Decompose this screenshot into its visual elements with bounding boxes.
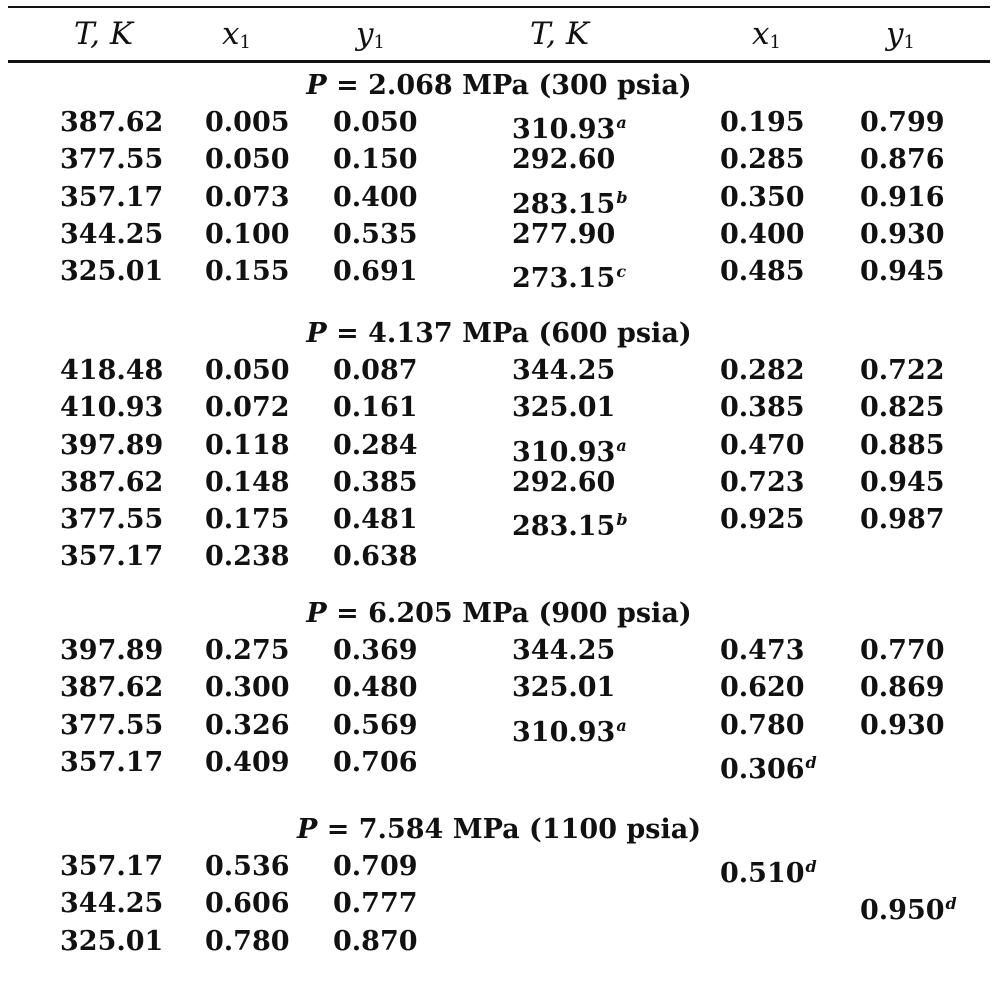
cell-temperature-right: 292.60 xyxy=(512,466,616,498)
cell-y1-left: 0.569 xyxy=(333,709,418,741)
cell-y1-left: 0.481 xyxy=(333,504,418,535)
cell-y1-right: 0.869 xyxy=(860,672,945,704)
cell-temperature-left: 377.55 xyxy=(60,144,164,176)
cell-temperature-left: 387.62 xyxy=(60,672,164,704)
cell-temperature-right: 310.93$^a$ xyxy=(512,435,627,468)
top-rule xyxy=(8,6,990,8)
cell-temperature-right: 325.01 xyxy=(512,392,616,424)
cell-y1-left: 0.400 xyxy=(333,181,418,213)
cell-temperature-left: 357.17 xyxy=(60,851,164,883)
cell-temperature-right: 283.15$^b$ xyxy=(512,187,628,220)
cell-y1-left: 0.385 xyxy=(333,466,418,498)
cell-y1-left: 0.284 xyxy=(333,429,418,461)
cell-temperature-right: 344.25 xyxy=(512,635,616,667)
cell-x1-left: 0.326 xyxy=(205,709,290,741)
cell-y1-right: 0.799 xyxy=(860,107,945,139)
cell-y1-right: 0.885 xyxy=(860,429,945,461)
cell-y1-left: 0.709 xyxy=(333,851,418,883)
cell-x1-left: 0.175 xyxy=(205,504,290,535)
cell-x1-left: 0.005 xyxy=(205,107,290,139)
cell-x1-right: 0.306$^d$ xyxy=(720,752,817,785)
cell-x1-right: 0.195 xyxy=(720,107,805,139)
cell-x1-right: 0.485 xyxy=(720,256,805,287)
cell-y1-left: 0.777 xyxy=(333,888,418,920)
cell-temperature-right: 310.93$^a$ xyxy=(512,113,627,146)
cell-y1-left: 0.706 xyxy=(333,746,418,778)
section-title: P = 2.068 MPa (300 psia) xyxy=(306,70,692,101)
footnote-marker: c xyxy=(616,262,627,281)
section-title: P = 7.584 MPa (1100 psia) xyxy=(297,814,701,845)
cell-x1-left: 0.072 xyxy=(205,392,290,424)
cell-x1-left: 0.050 xyxy=(205,355,290,387)
cell-y1-right: 0.876 xyxy=(860,144,945,176)
cell-y1-right: 0.950$^d$ xyxy=(860,894,957,927)
cell-y1-left: 0.369 xyxy=(333,635,418,667)
footnote-marker: a xyxy=(616,435,627,455)
cell-y1-right: 0.930 xyxy=(860,709,945,741)
cell-temperature-left: 418.48 xyxy=(60,355,164,387)
cell-y1-right: 0.770 xyxy=(860,635,945,667)
cell-x1-left: 0.780 xyxy=(205,925,290,957)
cell-temperature-left: 325.01 xyxy=(60,925,164,957)
cell-y1-left: 0.691 xyxy=(333,256,418,287)
cell-temperature-right: 325.01 xyxy=(512,672,616,704)
footnote-marker: b xyxy=(616,510,628,529)
header-temperature-right: T, K xyxy=(530,16,589,52)
cell-x1-right: 0.400 xyxy=(720,218,805,250)
cell-temperature-left: 357.17 xyxy=(60,181,164,213)
cell-x1-left: 0.409 xyxy=(205,746,290,778)
header-temperature-left: T, K xyxy=(74,16,133,52)
footnote-marker: a xyxy=(616,113,627,133)
footnote-marker: d xyxy=(805,857,817,877)
cell-x1-left: 0.148 xyxy=(205,466,290,498)
cell-x1-right: 0.925 xyxy=(720,504,805,535)
footnote-marker: a xyxy=(616,715,627,735)
cell-y1-left: 0.480 xyxy=(333,672,418,704)
cell-y1-right: 0.722 xyxy=(860,355,945,387)
footnote-marker: b xyxy=(616,187,628,207)
cell-y1-left: 0.050 xyxy=(333,107,418,139)
section-title: P = 4.137 MPa (600 psia) xyxy=(306,318,692,349)
cell-x1-right: 0.723 xyxy=(720,466,805,498)
cell-temperature-left: 377.55 xyxy=(60,504,164,535)
cell-x1-right: 0.780 xyxy=(720,709,805,741)
header-x1-left: $x_1$ xyxy=(222,16,251,53)
cell-temperature-left: 344.25 xyxy=(60,218,164,250)
cell-x1-left: 0.238 xyxy=(205,541,290,573)
cell-x1-right: 0.470 xyxy=(720,429,805,461)
cell-x1-right: 0.510$^d$ xyxy=(720,857,817,890)
cell-y1-left: 0.638 xyxy=(333,541,418,573)
cell-temperature-right: 310.93$^a$ xyxy=(512,715,627,748)
cell-temperature-left: 387.62 xyxy=(60,107,164,139)
cell-x1-left: 0.606 xyxy=(205,888,290,920)
cell-y1-left: 0.535 xyxy=(333,218,418,250)
cell-x1-left: 0.073 xyxy=(205,181,290,213)
cell-x1-left: 0.100 xyxy=(205,218,290,250)
cell-temperature-left: 387.62 xyxy=(60,466,164,498)
cell-y1-right: 0.825 xyxy=(860,392,945,424)
cell-x1-left: 0.536 xyxy=(205,851,290,883)
footnote-marker: d xyxy=(805,752,817,772)
header-rule xyxy=(8,60,990,63)
cell-temperature-right: 273.15$^c$ xyxy=(512,262,627,294)
cell-y1-left: 0.870 xyxy=(333,925,418,957)
cell-temperature-left: 410.93 xyxy=(60,392,164,424)
cell-y1-left: 0.161 xyxy=(333,392,418,424)
cell-temperature-left: 397.89 xyxy=(60,635,164,667)
cell-x1-right: 0.620 xyxy=(720,672,805,704)
footnote-marker: d xyxy=(945,894,957,914)
header-y1-left: $y_1$ xyxy=(356,16,385,53)
cell-y1-right: 0.930 xyxy=(860,218,945,250)
cell-y1-left: 0.087 xyxy=(333,355,418,387)
cell-x1-left: 0.118 xyxy=(205,429,290,461)
section-title: P = 6.205 MPa (900 psia) xyxy=(306,598,692,629)
cell-temperature-left: 397.89 xyxy=(60,429,164,461)
header-y1-right: $y_1$ xyxy=(886,16,915,53)
cell-x1-left: 0.300 xyxy=(205,672,290,704)
cell-x1-right: 0.350 xyxy=(720,181,805,213)
cell-x1-right: 0.473 xyxy=(720,635,805,667)
cell-x1-left: 0.050 xyxy=(205,144,290,176)
cell-y1-right: 0.987 xyxy=(860,504,945,535)
cell-temperature-right: 283.15$^b$ xyxy=(512,510,628,542)
cell-y1-right: 0.916 xyxy=(860,181,945,213)
cell-x1-right: 0.385 xyxy=(720,392,805,424)
cell-y1-right: 0.945 xyxy=(860,256,945,287)
cell-temperature-left: 344.25 xyxy=(60,888,164,920)
cell-x1-right: 0.282 xyxy=(720,355,805,387)
cell-temperature-left: 357.17 xyxy=(60,746,164,778)
cell-temperature-right: 277.90 xyxy=(512,218,616,250)
cell-x1-left: 0.275 xyxy=(205,635,290,667)
cell-y1-right: 0.945 xyxy=(860,466,945,498)
cell-x1-right: 0.285 xyxy=(720,144,805,176)
cell-temperature-left: 377.55 xyxy=(60,709,164,741)
cell-temperature-right: 344.25 xyxy=(512,355,616,387)
cell-y1-left: 0.150 xyxy=(333,144,418,176)
cell-x1-left: 0.155 xyxy=(205,256,290,287)
header-x1-right: $x_1$ xyxy=(752,16,781,53)
cell-temperature-left: 357.17 xyxy=(60,541,164,573)
cell-temperature-left: 325.01 xyxy=(60,256,164,287)
cell-temperature-right: 292.60 xyxy=(512,144,616,176)
